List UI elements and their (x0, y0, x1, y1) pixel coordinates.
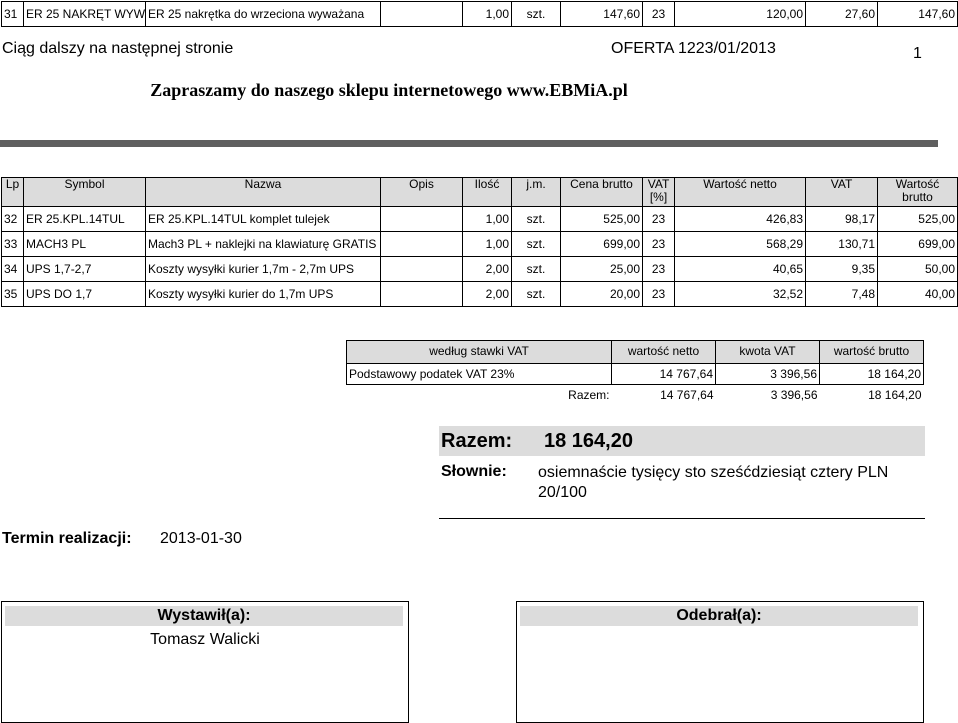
page-number: 1 (913, 45, 922, 62)
issued-by-name: Tomasz Walicki (150, 631, 260, 648)
table-row (2, 282, 958, 307)
cell-price-brutto: 25,00 (561, 257, 643, 282)
cell-brutto: 147,60 (878, 2, 958, 27)
cell-vat: 130,71 (806, 232, 878, 257)
header-lp: Lp (2, 178, 24, 207)
received-by-box (516, 601, 924, 723)
cell-netto: 120,00 (675, 2, 806, 27)
cell-netto: 40,65 (675, 257, 806, 282)
cell-vat: 7,48 (806, 282, 878, 307)
cell-vat-rate: 23 (643, 232, 675, 257)
table-row (2, 207, 958, 232)
cell-unit: szt. (512, 207, 561, 232)
cell-opis (381, 207, 463, 232)
cell-opis (381, 282, 463, 307)
vat-total-row (347, 385, 924, 406)
header-unit: j.m. (512, 178, 561, 207)
items-table (1, 177, 958, 307)
cell-vat-rate: 23 (643, 2, 675, 27)
cell-symbol: UPS 1,7-2,7 (24, 257, 146, 282)
vat-header-netto: wartość netto (612, 341, 716, 364)
cell-vat: 27,60 (806, 2, 878, 27)
cell-price-brutto: 699,00 (561, 232, 643, 257)
table-row (2, 257, 958, 282)
cell-netto: 426,83 (675, 207, 806, 232)
cell-brutto: 40,00 (878, 282, 958, 307)
vat-rate-label: Podstawowy podatek VAT 23% (347, 364, 612, 385)
cell-vat: 98,17 (806, 207, 878, 232)
previous-items-table (1, 1, 958, 27)
cell-name: ER 25.KPL.14TUL komplet tulejek (146, 207, 381, 232)
header-vat: VAT (806, 178, 878, 207)
header-vat-rate: VAT [%] (643, 178, 675, 207)
offer-number: OFERTA 1223/01/2013 (611, 40, 776, 57)
cell-opis (381, 232, 463, 257)
issued-by-box (1, 601, 409, 723)
cell-qty: 1,00 (463, 232, 512, 257)
cell-name: ER 25 nakrętka do wrzeciona wyważana (146, 2, 381, 27)
cell-qty: 2,00 (463, 282, 512, 307)
vat-summary-table (346, 340, 924, 405)
cell-vat-rate: 23 (643, 257, 675, 282)
total-label: Razem: (441, 430, 513, 452)
table-row (2, 2, 958, 27)
shop-promo: Zapraszamy do naszego sklepu internetowego www.EBMiA.pl (150, 80, 628, 100)
vat-netto: 14 767,64 (612, 364, 716, 385)
cell-symbol: ER 25 NAKRĘT WYW (24, 2, 146, 27)
cell-netto: 568,29 (675, 232, 806, 257)
cell-lp: 35 (2, 282, 24, 307)
vat-total-brutto: 18 164,20 (868, 388, 922, 402)
cell-opis (381, 2, 463, 27)
header-opis: Opis (381, 178, 463, 207)
table-row (2, 232, 958, 257)
vat-amount: 3 396,56 (716, 364, 820, 385)
delivery-date-value: 2013-01-30 (160, 530, 242, 547)
cell-name: Koszty wysyłki kurier 1,7m - 2,7m UPS (146, 257, 381, 282)
in-words-label: Słownie: (441, 463, 507, 480)
header-name: Nazwa (146, 178, 381, 207)
issued-by-label: Wystawił(a): (5, 606, 403, 626)
cell-price-brutto: 147,60 (561, 2, 643, 27)
received-by-label: Odebrał(a): (520, 606, 918, 626)
header-price-brutto: Cena brutto (561, 178, 643, 207)
cell-name: Mach3 PL + naklejki na klawiaturę GRATIS (146, 232, 381, 257)
total-value: 18 164,20 (544, 430, 633, 452)
cell-price-brutto: 525,00 (561, 207, 643, 232)
cell-lp: 32 (2, 207, 24, 232)
cell-symbol: MACH3 PL (24, 232, 146, 257)
cell-qty: 1,00 (463, 207, 512, 232)
vat-total-vat: 3 396,56 (770, 388, 818, 402)
cell-unit: szt. (512, 282, 561, 307)
header-symbol: Symbol (24, 178, 146, 207)
cell-brutto: 525,00 (878, 207, 958, 232)
cell-price-brutto: 20,00 (561, 282, 643, 307)
cell-unit: szt. (512, 257, 561, 282)
cell-vat-rate: 23 (643, 282, 675, 307)
vat-header-vat: kwota VAT (716, 341, 820, 364)
cell-unit: szt. (512, 2, 561, 27)
header-brutto: Wartość brutto (878, 178, 958, 207)
cell-opis (381, 257, 463, 282)
cell-symbol: UPS DO 1,7 (24, 282, 146, 307)
vat-header-rate: według stawki VAT (347, 341, 612, 364)
vat-row (347, 364, 924, 385)
vat-total-netto: 14 767,64 (660, 388, 714, 402)
cell-vat-rate: 23 (643, 207, 675, 232)
cell-lp: 31 (2, 2, 24, 27)
cell-vat: 9,35 (806, 257, 878, 282)
cell-name: Koszty wysyłki kurier do 1,7m UPS (146, 282, 381, 307)
in-words-value: osiemnaście tysięcy sto sześćdziesiąt cztery PLN 20/100 (538, 464, 889, 501)
cell-qty: 1,00 (463, 2, 512, 27)
vat-total-label: Razem: (568, 388, 610, 402)
cell-brutto: 50,00 (878, 257, 958, 282)
cell-unit: szt. (512, 232, 561, 257)
cell-netto: 32,52 (675, 282, 806, 307)
cell-qty: 2,00 (463, 257, 512, 282)
page-divider (0, 140, 938, 147)
cell-lp: 34 (2, 257, 24, 282)
vat-header-row (347, 341, 924, 364)
cell-symbol: ER 25.KPL.14TUL (24, 207, 146, 232)
table-header-row (2, 178, 958, 207)
delivery-date-label: Termin realizacji: (2, 530, 132, 547)
continued-note: Ciąg dalszy na następnej stronie (2, 40, 234, 57)
cell-brutto: 699,00 (878, 232, 958, 257)
header-qty: Ilość (463, 178, 512, 207)
header-netto: Wartość netto (675, 178, 806, 207)
cell-lp: 33 (2, 232, 24, 257)
totals-divider (439, 518, 925, 519)
vat-brutto: 18 164,20 (820, 364, 924, 385)
vat-header-brutto: wartość brutto (820, 341, 924, 364)
